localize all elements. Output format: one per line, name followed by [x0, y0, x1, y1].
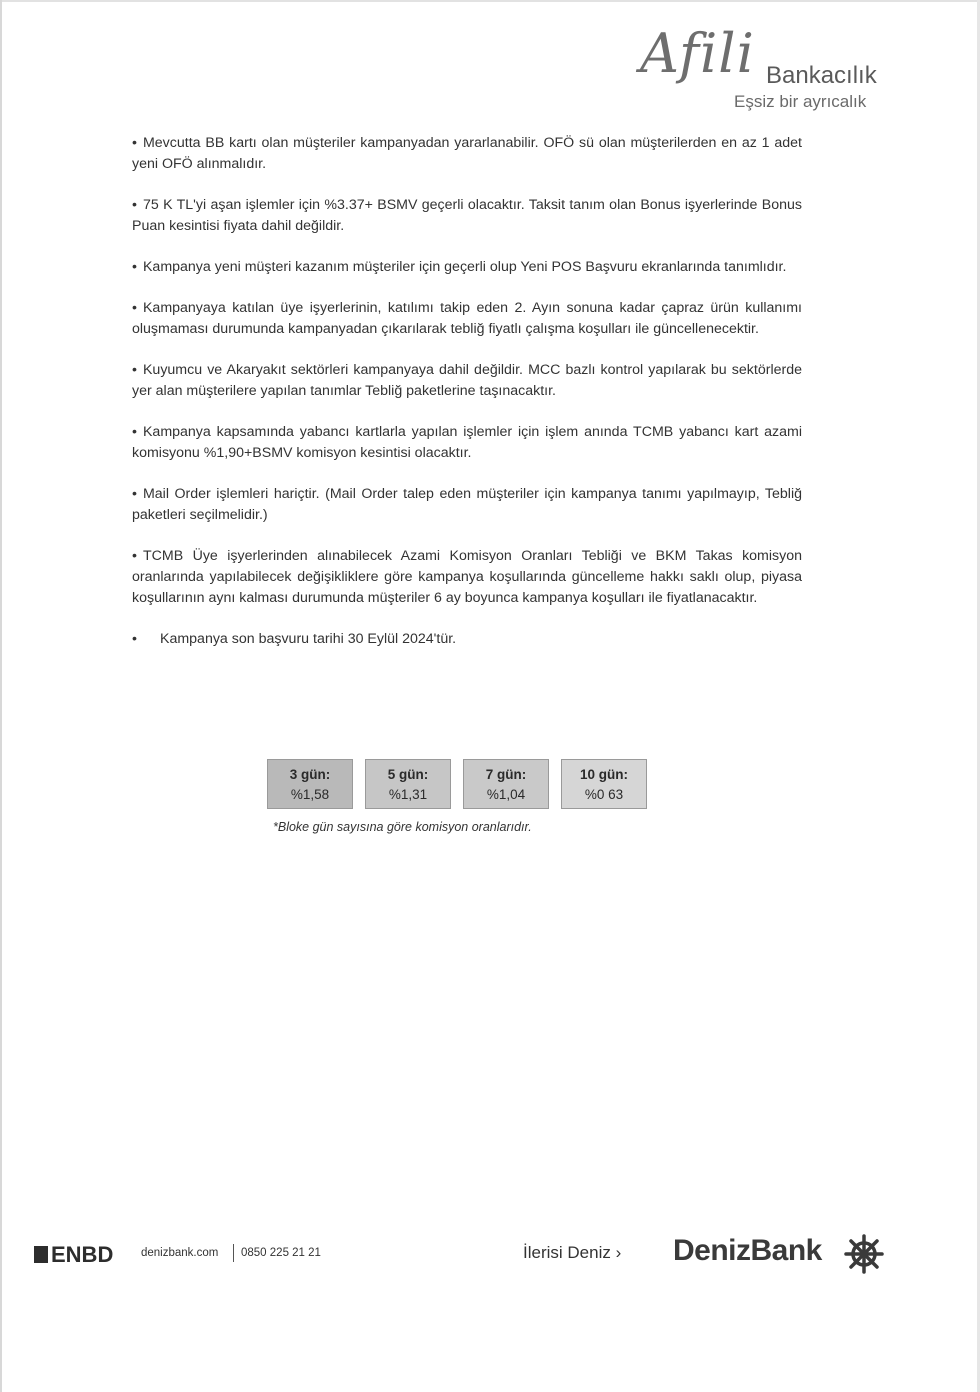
rates-footnote: *Bloke gün sayısına göre komisyon oranlarıdır. [273, 820, 532, 834]
bullet-dot: • [132, 362, 137, 378]
bullet-dot: • [132, 486, 137, 502]
commission-rates [267, 759, 647, 809]
rate-value: %1,04 [486, 787, 526, 802]
bullet-dot: • [132, 197, 137, 213]
list-item: • Kampanyaya katılan üye işyerlerinin, katılımı takip eden 2. Ayın sonuna kadar çapraz ürün kullanımı oluşmaması durumunda kampanyadan çıkarılarak tebliğ fiyatlı çalışma koşulları ile güncellenecektir. [132, 300, 802, 337]
bullet-dot: • [132, 631, 137, 647]
campaign-conditions [132, 133, 802, 650]
bullet-dot: • [132, 300, 137, 316]
footer-website[interactable]: denizbank.com [141, 1247, 219, 1259]
rate-value: %0 63 [584, 787, 624, 802]
bullet-dot: • [132, 135, 137, 151]
logo-word: Bankacılık [766, 62, 877, 89]
enbd-logo [34, 1242, 113, 1268]
list-item: • Kuyumcu ve Akaryakıt sektörleri kampanyaya dahil değildir. MCC bazlı kontrol yapılarak bu sektörlerde yer alan müşterilere yapılan tanımlar Tebliğ paketlerine taşınacaktır. [132, 362, 802, 399]
enbd-mark-icon [34, 1246, 48, 1263]
page-edge [0, 0, 2, 1392]
afili-logo [630, 22, 900, 122]
list-item: • Mevcutta BB kartı olan müşteriler kampanyadan yararlanabilir. OFÖ sü olan müşterilerden en az 1 adet yeni OFÖ alınmalıdır. [132, 135, 802, 172]
deadline-item [132, 629, 802, 650]
footer-phone: 0850 225 21 21 [241, 1247, 321, 1259]
list-item: • TCMB Üye işyerlerinden alınabilecek Azami Komisyon Oranları Tebliği ve BKM Takas komisyon oranlarında yapılabilecek değişikliklere göre kampanya koşullarında güncelleme hakkı saklı olup, piyasa koşullarının aynı kalması durumunda müşteriler 6 ay boyunca kampanya koşulları ile fiyatlanacaktır. [132, 548, 802, 606]
enbd-text: ENBD [51, 1242, 114, 1267]
logo-script: Afili [640, 22, 755, 85]
ship-wheel-icon [844, 1234, 884, 1274]
page-footer [0, 1232, 980, 1272]
rate-days: 7 gün: [485, 767, 527, 782]
rate-days: 5 gün: [387, 767, 429, 782]
rate-value: %1,58 [290, 787, 330, 802]
denizbank-logo: DenizBank [673, 1234, 822, 1267]
rate-value: %1,31 [388, 787, 428, 802]
list-item: • 75 K TL'yi aşan işlemler için %3.37+ BSMV geçerli olacaktır. Taksit tanım olan Bonus işyerlerinde Bonus Puan kesintisi fiyata dahil değildir. [132, 197, 802, 234]
rate-box [561, 759, 647, 809]
bullet-dot: • [132, 424, 137, 440]
list-item: • Mail Order işlemleri hariçtir. (Mail Order talep eden müşteriler için kampanya tanımı yapılmayıp, Tebliğ paketleri seçilmelidir.) [132, 486, 802, 523]
deadline-text: Kampanya son başvuru tarihi 30 Eylül 2024'tür. [160, 631, 457, 647]
footer-slogan: İlerisi Deniz › [523, 1243, 622, 1262]
bullet-dot: • [132, 548, 137, 564]
rate-days: 3 gün: [289, 767, 331, 782]
list-item: • Kampanya yeni müşteri kazanım müşteriler için geçerli olup Yeni POS Başvuru ekranlarında tanımlıdır. [132, 259, 787, 275]
list-item: • Kampanya kapsamında yabancı kartlarla yapılan işlemler için işlem anında TCMB yabancı kart azami komisyonu %1,90+BSMV komisyon kesintisi olacaktır. [132, 424, 802, 461]
bullet-dot: • [132, 259, 137, 275]
rate-days: 10 gün: [579, 767, 628, 782]
logo-tagline: Eşsiz bir ayrıcalık [734, 92, 867, 111]
page-edge [0, 0, 980, 2]
rate-box [365, 759, 451, 809]
rate-box [267, 759, 353, 809]
footer-divider [233, 1244, 234, 1262]
rate-box [463, 759, 549, 809]
